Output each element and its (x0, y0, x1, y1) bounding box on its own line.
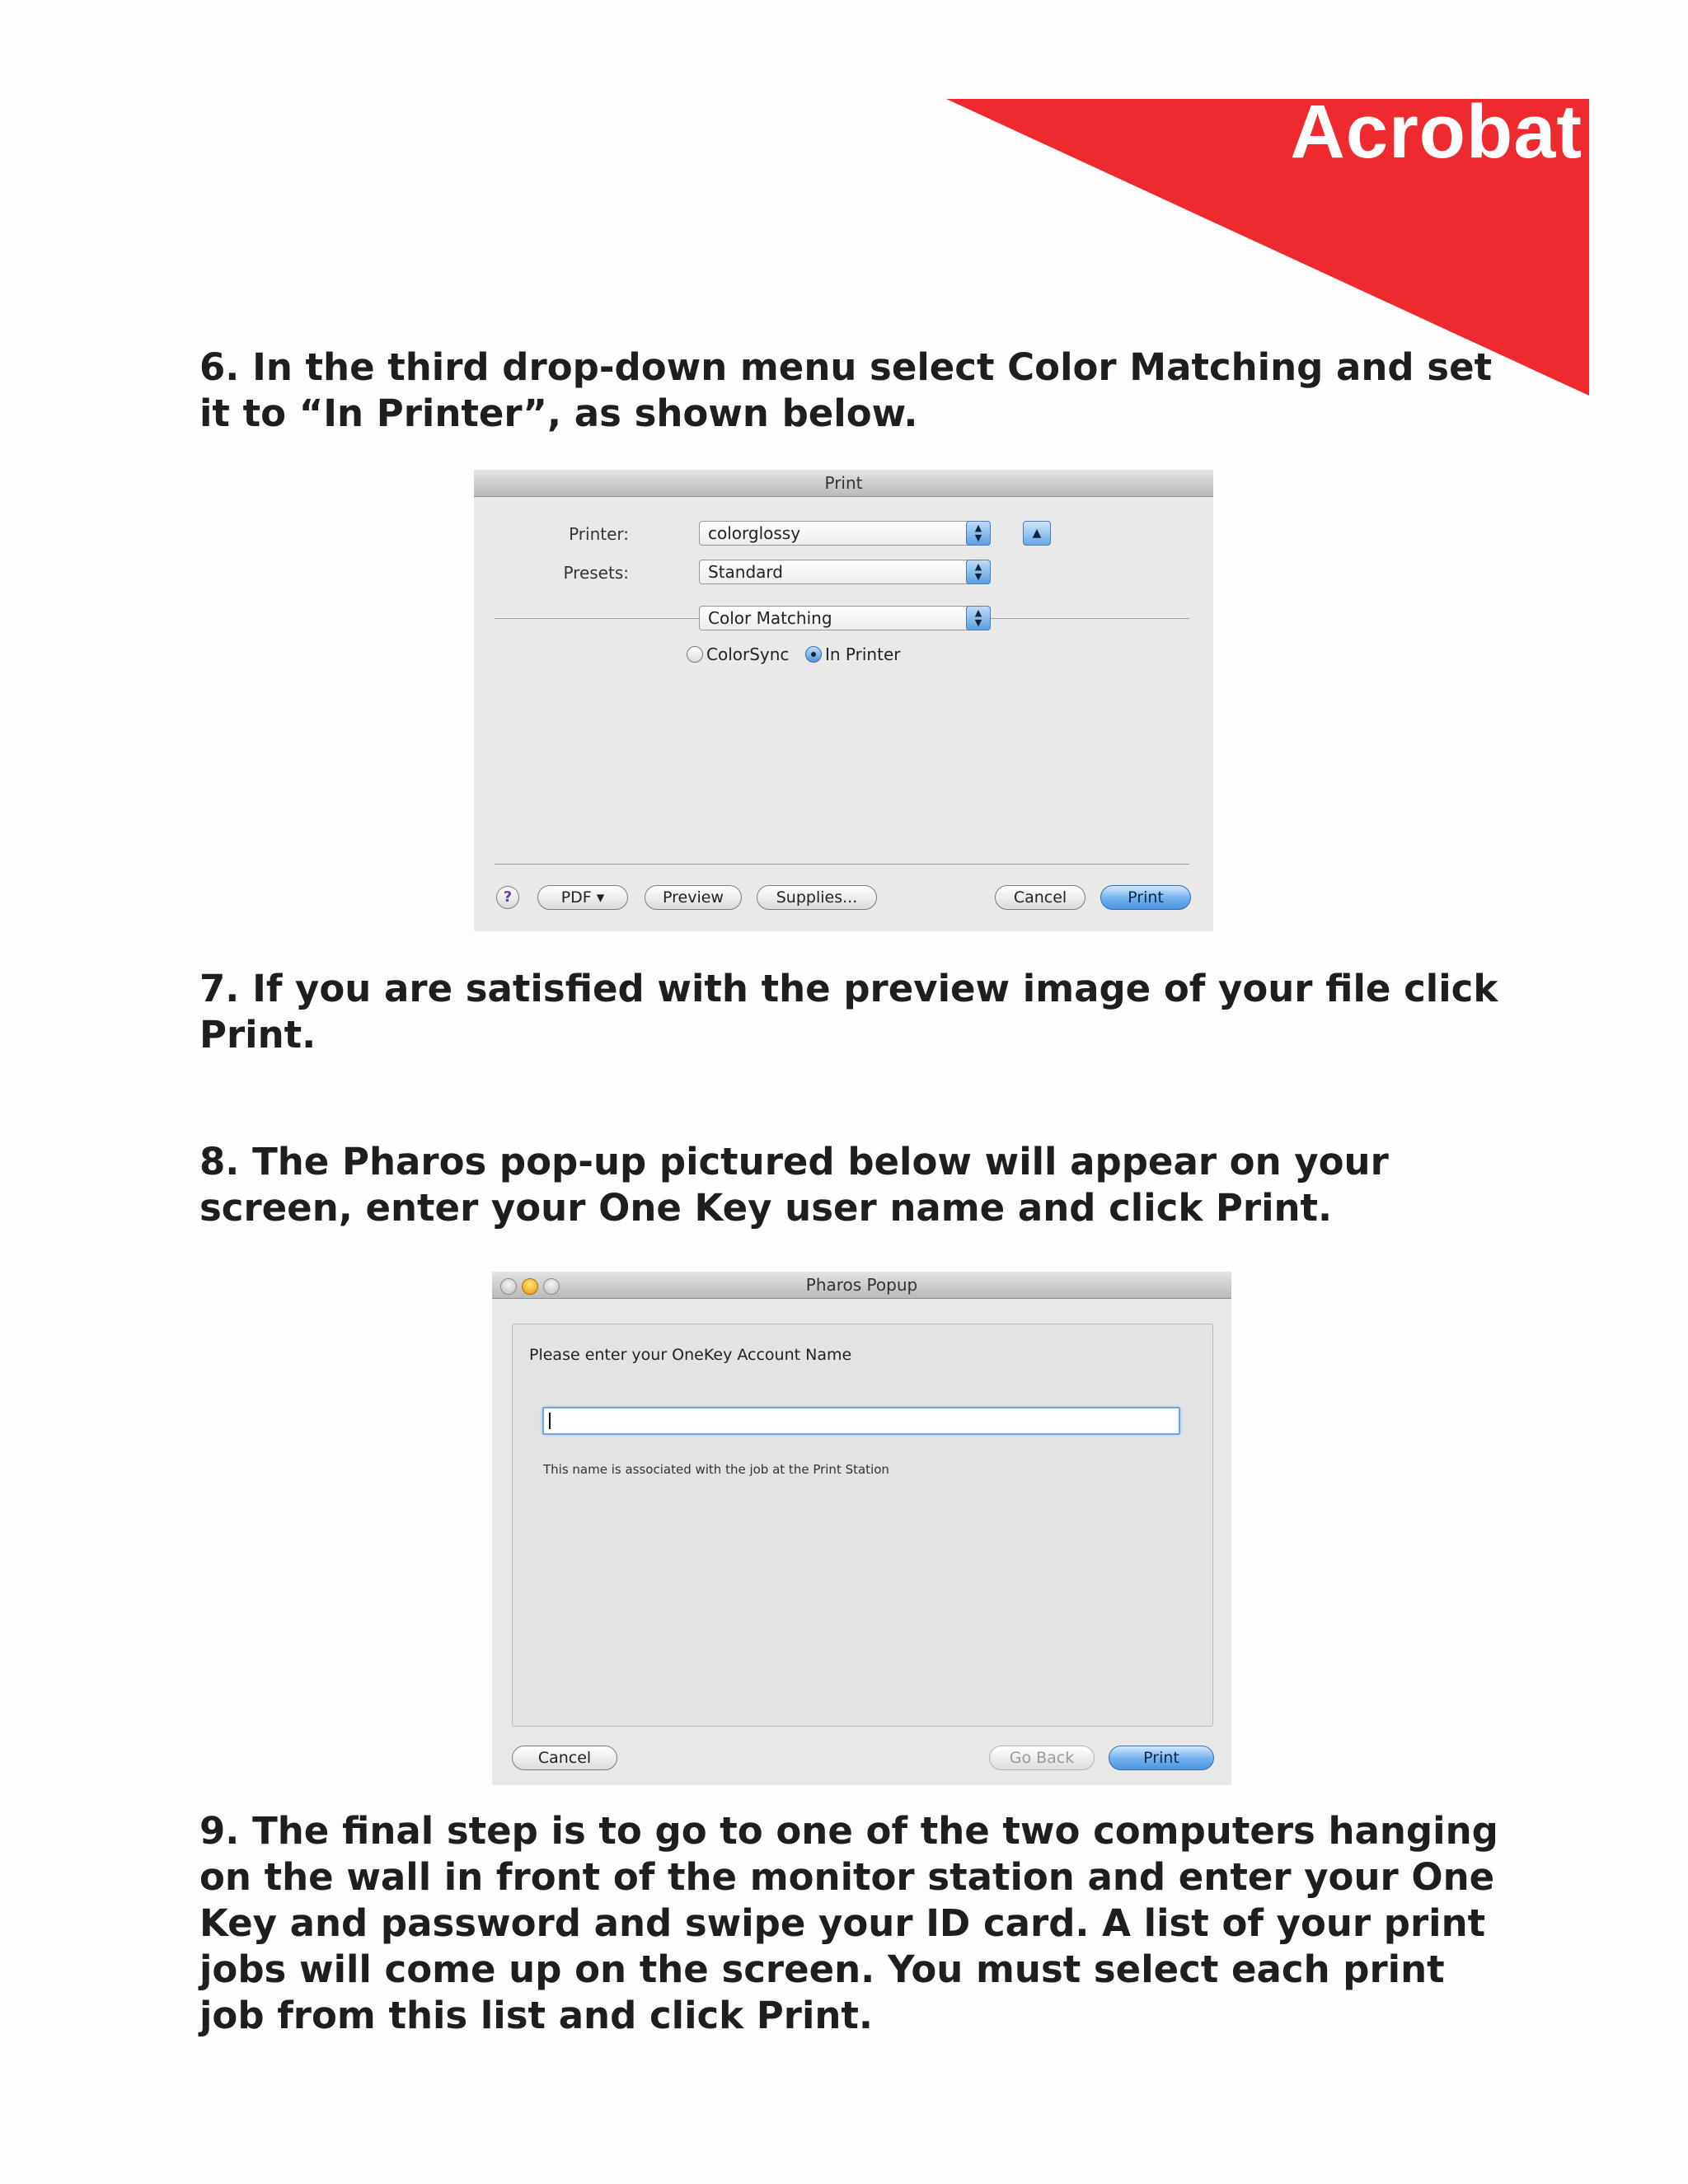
pdf-button[interactable]: PDF ▾ (537, 885, 628, 910)
radio-colorsync[interactable] (687, 644, 789, 664)
pharos-content-panel (512, 1324, 1213, 1727)
updown-arrows-icon: ▲ ▼ (966, 560, 991, 584)
step-7-text: 7. If you are satisfied with the preview image of your file click Print. (199, 967, 1498, 1057)
account-name-input[interactable] (542, 1407, 1180, 1435)
text-caret (549, 1413, 551, 1429)
footer-separator (495, 864, 1189, 865)
minimize-window-icon[interactable] (522, 1278, 538, 1295)
print-dialog-title: Print (474, 470, 1213, 497)
radio-in-printer-label: In Printer (825, 644, 901, 664)
help-button[interactable]: ? (496, 886, 519, 909)
step-8-text: 8. The Pharos pop-up pictured below will appear on your screen, enter your One Key user name and click Print. (199, 1140, 1389, 1230)
panel-select-value: Color Matching (708, 608, 832, 628)
zoom-window-icon[interactable] (543, 1278, 560, 1295)
presets-label: Presets: (563, 563, 629, 583)
panel-select[interactable] (699, 606, 991, 630)
printer-label: Printer: (569, 524, 629, 544)
go-back-button[interactable]: Go Back (989, 1746, 1095, 1770)
presets-select-value: Standard (708, 562, 783, 582)
step-9-text: 9. The final step is to go to one of the two computers hanging on the wall in front of the monitor station and enter your One Key and password and swipe your ID card. A list of your print jobs will come up on the screen. You must select each print job from this list and click Print. (199, 1809, 1498, 2037)
print-dialog (474, 470, 1213, 931)
account-name-prompt: Please enter your OneKey Account Name (529, 1346, 852, 1364)
printer-select[interactable] (699, 521, 991, 546)
disclosure-triangle-icon[interactable]: ▲ (1023, 521, 1051, 546)
step-6-text: 6. In the third drop-down menu select Color Matching and set it to “In Printer”, as shown below. (199, 345, 1493, 435)
supplies-button[interactable]: Supplies... (757, 885, 877, 910)
print-button[interactable]: Print (1100, 885, 1191, 910)
updown-arrows-icon: ▲ ▼ (966, 521, 991, 546)
presets-select[interactable] (699, 560, 991, 584)
updown-arrows-icon: ▲ ▼ (966, 606, 991, 630)
cancel-button[interactable]: Cancel (995, 885, 1085, 910)
radio-off-icon (687, 646, 703, 663)
pharos-cancel-button[interactable]: Cancel (512, 1746, 617, 1770)
preview-button[interactable]: Preview (645, 885, 742, 910)
radio-colorsync-label: ColorSync (706, 644, 790, 664)
banner-title: Acrobat (1290, 90, 1582, 174)
pharos-print-button[interactable]: Print (1109, 1746, 1214, 1770)
close-window-icon[interactable] (500, 1278, 517, 1295)
radio-in-printer[interactable] (805, 644, 900, 664)
account-name-hint: This name is associated with the job at the Print Station (543, 1462, 889, 1477)
pharos-popup-title: Pharos Popup (492, 1272, 1231, 1299)
radio-on-icon (805, 646, 822, 663)
pharos-popup (492, 1272, 1231, 1785)
printer-select-value: colorglossy (708, 523, 801, 543)
